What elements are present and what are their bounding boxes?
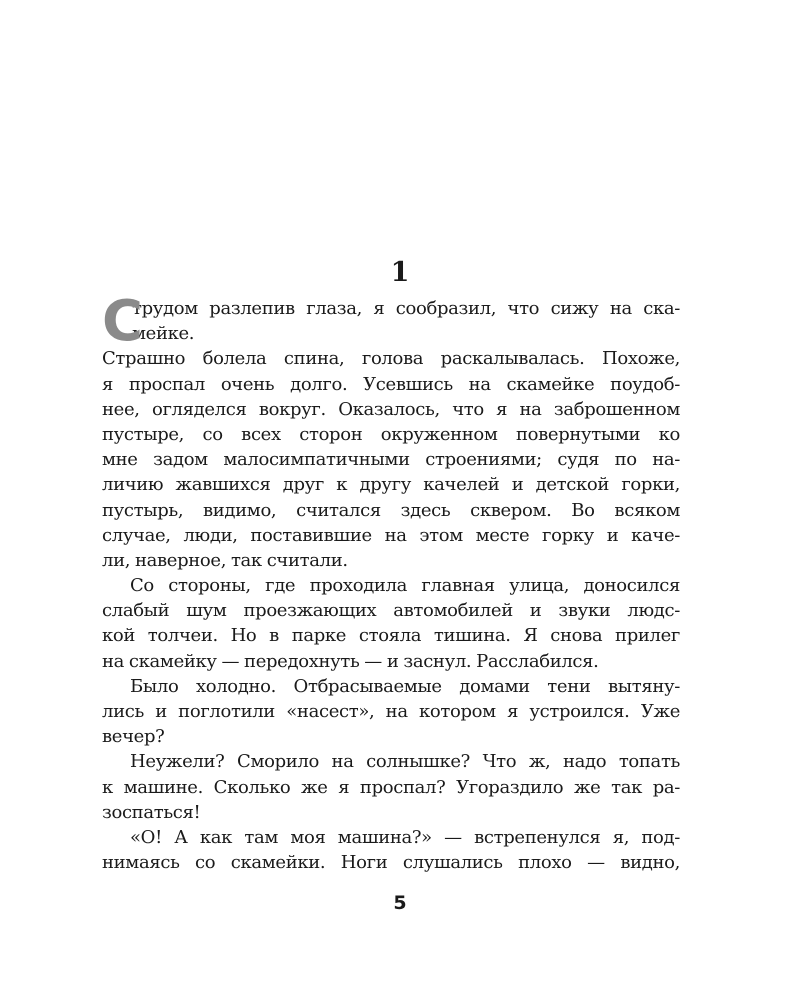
text-line: Страшно болела спина, голова раскалывалась. Похоже, bbox=[102, 348, 680, 370]
text-line: нимаясь со скамейки. Ноги слушались плохо — видно, bbox=[102, 852, 680, 874]
text-line: лись и поглотили «насест», на котором я устроился. Уже bbox=[102, 701, 680, 722]
text-line: «О! А как там моя машина?» — встрепенулся я, под- bbox=[130, 826, 680, 848]
text-line: я проспал очень долго. Усевшись на скамейке поудоб- bbox=[102, 373, 680, 395]
text-line: вечер? bbox=[102, 726, 165, 748]
text-line: зоспаться! bbox=[102, 801, 201, 823]
text-line: слабый шум проезжающих автомобилей и звуки людс- bbox=[102, 600, 680, 622]
text-line: к машине. Сколько же я проспал? Угораздило же так ра- bbox=[102, 776, 680, 798]
text-line: ли, наверное, так считали. bbox=[102, 549, 348, 571]
chapter-number: 1 bbox=[390, 257, 410, 288]
text-line: Было холодно. Отбрасываемые домами тени вытяну- bbox=[130, 675, 680, 697]
body-text bbox=[102, 289, 680, 875]
text-line: Неужели? Сморило на солнышке? Что ж, надо топать bbox=[130, 751, 680, 773]
text-line: мейке. bbox=[132, 323, 195, 345]
text-line: случае, люди, поставившие на этом месте горку и каче- bbox=[102, 524, 680, 546]
text-line: на скамейку — передохнуть — и заснул. Расслабился. bbox=[102, 650, 599, 672]
text-line: пустырь, видимо, считался здесь сквером. Во всяком bbox=[102, 499, 680, 521]
text-line: пустыре, со всех сторон окруженном повернутыми ко bbox=[102, 423, 680, 445]
text-line: трудом разлепив глаза, я сообразил, что сижу на ска- bbox=[132, 298, 680, 319]
text-line: нее, огляделся вокруг. Оказалось, что я на заброшенном bbox=[102, 398, 680, 420]
text-line: кой толчеи. Но в парке стояла тишина. Я снова прилег bbox=[102, 625, 680, 647]
text-line: личию жавшихся друг к другу качелей и детской горки, bbox=[102, 474, 680, 496]
text-line: мне задом малосимпатичными строениями; судя по на- bbox=[102, 449, 680, 471]
drop-cap-letter: С bbox=[102, 289, 144, 354]
page-number: 5 bbox=[393, 892, 407, 914]
text-line: Со стороны, где проходила главная улица, доносился bbox=[130, 575, 680, 597]
